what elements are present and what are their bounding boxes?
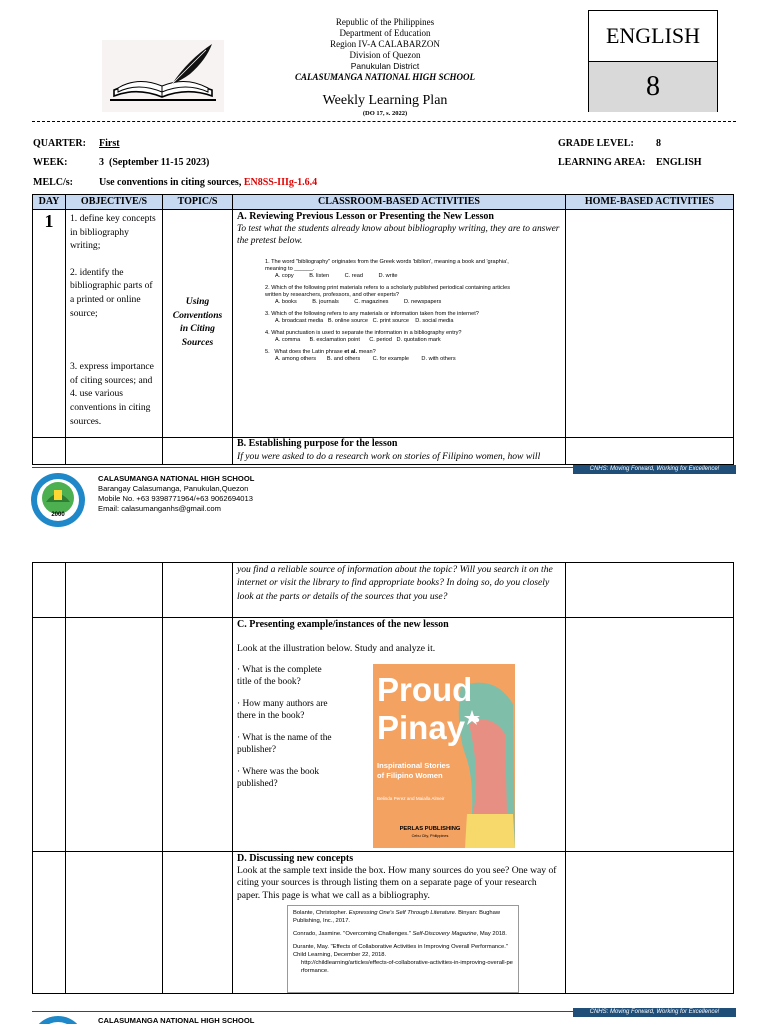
week-value: 3 (September 11-15 2023) (99, 157, 210, 168)
pretest-q5 (265, 349, 523, 356)
quarter-value: First (99, 138, 120, 149)
reference-1 (293, 909, 513, 925)
section-a-title: A. Reviewing Previous Lesson or Presenting the New Lesson (237, 211, 494, 222)
col-header-classroom: CLASSROOM-BASED ACTIVITIES (232, 194, 566, 210)
section-c-questions (237, 665, 337, 790)
day-cell-c (32, 617, 66, 852)
reference-1-title: Expressing One's Self Through Literature (348, 910, 455, 916)
pretest-q2: 2. Which of the following print materials refers to a scholarly published periodical containing articles written by researchers, professors, and other experts? (265, 285, 511, 298)
section-c-q4: · Where was the book published? (237, 767, 320, 789)
quarter-label: QUARTER: (33, 138, 86, 149)
subject-label: ENGLISH (589, 11, 717, 62)
melc-label: MELC/s: (33, 177, 73, 188)
reference-2 (293, 930, 513, 938)
section-c-q1: · What is the complete title of the book? (237, 665, 322, 687)
book-quill-logo (102, 40, 224, 112)
footer-motto: CNHS: Moving Forward, Working for Excellence! (573, 465, 736, 474)
objectives-cell-b (65, 437, 163, 465)
section-d-text: Look at the sample text inside the box. How many sources do you see? One way of citing your sources is through listing them on a separate page of your research paper. This page is what we call as a bibliography. (237, 865, 557, 901)
home-cell-c (565, 617, 734, 852)
learning-area-label: LEARNING AREA: (558, 157, 646, 168)
activity-d-cell (232, 851, 566, 994)
objectives-cell-c (65, 617, 163, 852)
grade-level-label: GRADE LEVEL: (558, 138, 634, 149)
section-b-continued: you find a reliable source of information about the topic? Will you search it on the internet or visit the library to find appropriate books? In doing so, do you closely look at the parts or details of the sources that you use? (232, 562, 566, 618)
week-label: WEEK: (33, 157, 68, 168)
objectives-cell-b2 (65, 562, 163, 618)
school-line: CALASUMANGA NATIONAL HIGH SCHOOL (295, 72, 475, 82)
reference-2-author: Conrado, Jasmine. "Overcoming Challenges." (293, 931, 413, 937)
pretest-q5-pre: 5. What does the Latin phrase (265, 349, 345, 355)
school-seal-2 (30, 1015, 86, 1024)
pretest-q5-post: mean? (357, 349, 376, 355)
region-line: Region IV-A CALABARZON (330, 39, 440, 49)
activity-b-cell (232, 437, 566, 465)
department-line: Department of Education (339, 28, 431, 38)
pretest-q4-options: A. comma B. exclamation point C. period D. quotation mark (275, 337, 441, 343)
book-cover-image (373, 664, 515, 848)
pretest-q3-options: A. broadcast media B. online source C. print source D. social media (275, 318, 454, 324)
cover-authors: Belinda Perez and Maialla Almeir (377, 796, 445, 801)
objective-3: 3. express importance of citing sources; and (70, 361, 154, 386)
footer-email: Email: calasumanganhs@gmail.com (98, 504, 221, 513)
footer-mobile: Mobile No. +63 9398771964/+63 9062694013 (98, 494, 253, 503)
footer-motto-2: CNHS: Moving Forward, Working for Excellence! (573, 1008, 736, 1017)
reference-1-author: Bolante, Christopher. (293, 910, 349, 916)
objectives-cell (65, 209, 163, 438)
footer-address-block (98, 474, 254, 514)
footer-school: CALASUMANGA NATIONAL HIGH SCHOOL (98, 474, 255, 483)
footer-school-2: CALASUMANGA NATIONAL HIGH SCHOOL (98, 1016, 255, 1025)
home-cell-d (565, 851, 734, 994)
division-line: Division of Quezon (349, 50, 421, 60)
day-cell: 1 (32, 209, 66, 438)
subject-box (588, 10, 718, 112)
pretest-q5-bold: et al. (344, 349, 358, 355)
pretest-q3: 3. Which of the following refers to any materials or information taken from the internet? (265, 311, 479, 317)
bibliography-sample-box (287, 905, 519, 993)
header-divider (32, 121, 736, 122)
objective-1: 1. define key concepts in bibliography writing; (70, 213, 156, 252)
section-b-line1: If you were asked to do a research work on stories of Filipino women, how will (237, 451, 541, 462)
home-cell-b (565, 437, 734, 465)
home-cell-a (565, 209, 734, 438)
pretest-questions (265, 259, 523, 363)
cover-publisher: PERLAS PUBLISHING (399, 826, 461, 832)
section-c-instruction: Look at the illustration below. Study and analyze it. (237, 643, 436, 654)
cover-title-2: Pinay (377, 709, 466, 746)
district-line: Panukulan District (350, 61, 420, 71)
topic-cell-b2 (162, 562, 233, 618)
grade-box-value: 8 (589, 62, 717, 112)
pretest-q2-options: A. books B. journals C. magazines D. newspapers (275, 299, 442, 305)
activity-c-cell (232, 617, 566, 852)
section-c-q3: · What is the name of the publisher? (237, 733, 332, 755)
objectives-cell-d (65, 851, 163, 994)
activity-a-cell (232, 209, 566, 438)
seal-year: 2000 (51, 512, 65, 518)
grade-level-value: 8 (656, 138, 661, 149)
reference-1-publisher: . Binyan: Bughaw Publishing, Inc., 2017. (293, 910, 501, 924)
plan-table-page1 (32, 194, 734, 465)
pretest-q5-options: A. among others B. and others C. for example D. with others (275, 356, 456, 362)
day-cell-d (32, 851, 66, 994)
order-line: (DO 17, s. 2022) (362, 110, 408, 117)
col-header-day: DAY (32, 194, 66, 210)
day-cell-b (32, 437, 66, 465)
pretest-q1-options: A. copy B. listen C. read D. write (275, 273, 398, 279)
reference-3-url: http://childlearning/articles/effects-of-collaborative-activities-in-improving-overall-performance. (301, 960, 513, 974)
col-header-objectives: OBJECTIVE/S (65, 194, 163, 210)
col-header-home: HOME-BASED ACTIVITIES (565, 194, 734, 210)
pretest-q4: 4. What punctuation is used to separate the information in a bibliography entry? (265, 330, 462, 336)
section-d-title: D. Discussing new concepts (237, 853, 354, 864)
melc-code: EN8SS-IIIg-1.6.4 (243, 177, 318, 188)
cover-subtitle-1: Inspirational Stories (377, 761, 451, 770)
pretest-q1: 1. The word "bibliography" originates from the Greek words 'biblion', meaning a book and 'graphia', meaning to ______. (265, 259, 509, 272)
section-c-q2: · How many authors are there in the book? (237, 699, 328, 721)
objective-2: 2. identify the bibliographic parts of a printed or online source; (70, 266, 153, 319)
section-a-intro: To test what the students already know about bibliography writing, they are to answer the pretest below. (237, 224, 560, 246)
reference-3: Durante, May. "Effects of Collaborative Activities in Improving Overall Performance." Child Learning, December 22, 2018. (293, 944, 508, 958)
footer-address: Barangay Calasumanga, Panukulan,Quezon (98, 484, 249, 493)
reference-2-title: Self-Discovery Magazine (412, 931, 477, 937)
header-block (270, 17, 500, 118)
topic-cell-d (162, 851, 233, 994)
section-c-title: C. Presenting example/instances of the new lesson (237, 619, 449, 630)
reference-2-date: , May 2018. (476, 931, 507, 937)
plan-title: Weekly Learning Plan (322, 93, 448, 108)
objective-4: 4. use various conventions in citing sources. (70, 388, 151, 427)
cover-subtitle (377, 761, 450, 781)
republic-line: Republic of the Philippines (335, 17, 435, 27)
topic-cell-b (162, 437, 233, 465)
topic-cell: Using Conventions in Citing Sources (162, 209, 233, 438)
home-cell-b2 (565, 562, 734, 618)
melc-value (99, 177, 317, 188)
col-header-topics: TOPIC/S (162, 194, 233, 210)
cover-subtitle-2: of Filipino Women (377, 771, 443, 780)
plan-table-page2 (32, 562, 734, 994)
cover-city: Cebu City, Philippines (411, 834, 449, 838)
cover-title-1: Proud (377, 671, 473, 708)
topic-cell-c (162, 617, 233, 852)
section-b-title: B. Establishing purpose for the lesson (237, 438, 398, 449)
school-seal (30, 472, 86, 528)
learning-area-value: ENGLISH (656, 157, 702, 168)
melc-text: Use conventions in citing sources, (99, 177, 244, 188)
day-cell-b2 (32, 562, 66, 618)
